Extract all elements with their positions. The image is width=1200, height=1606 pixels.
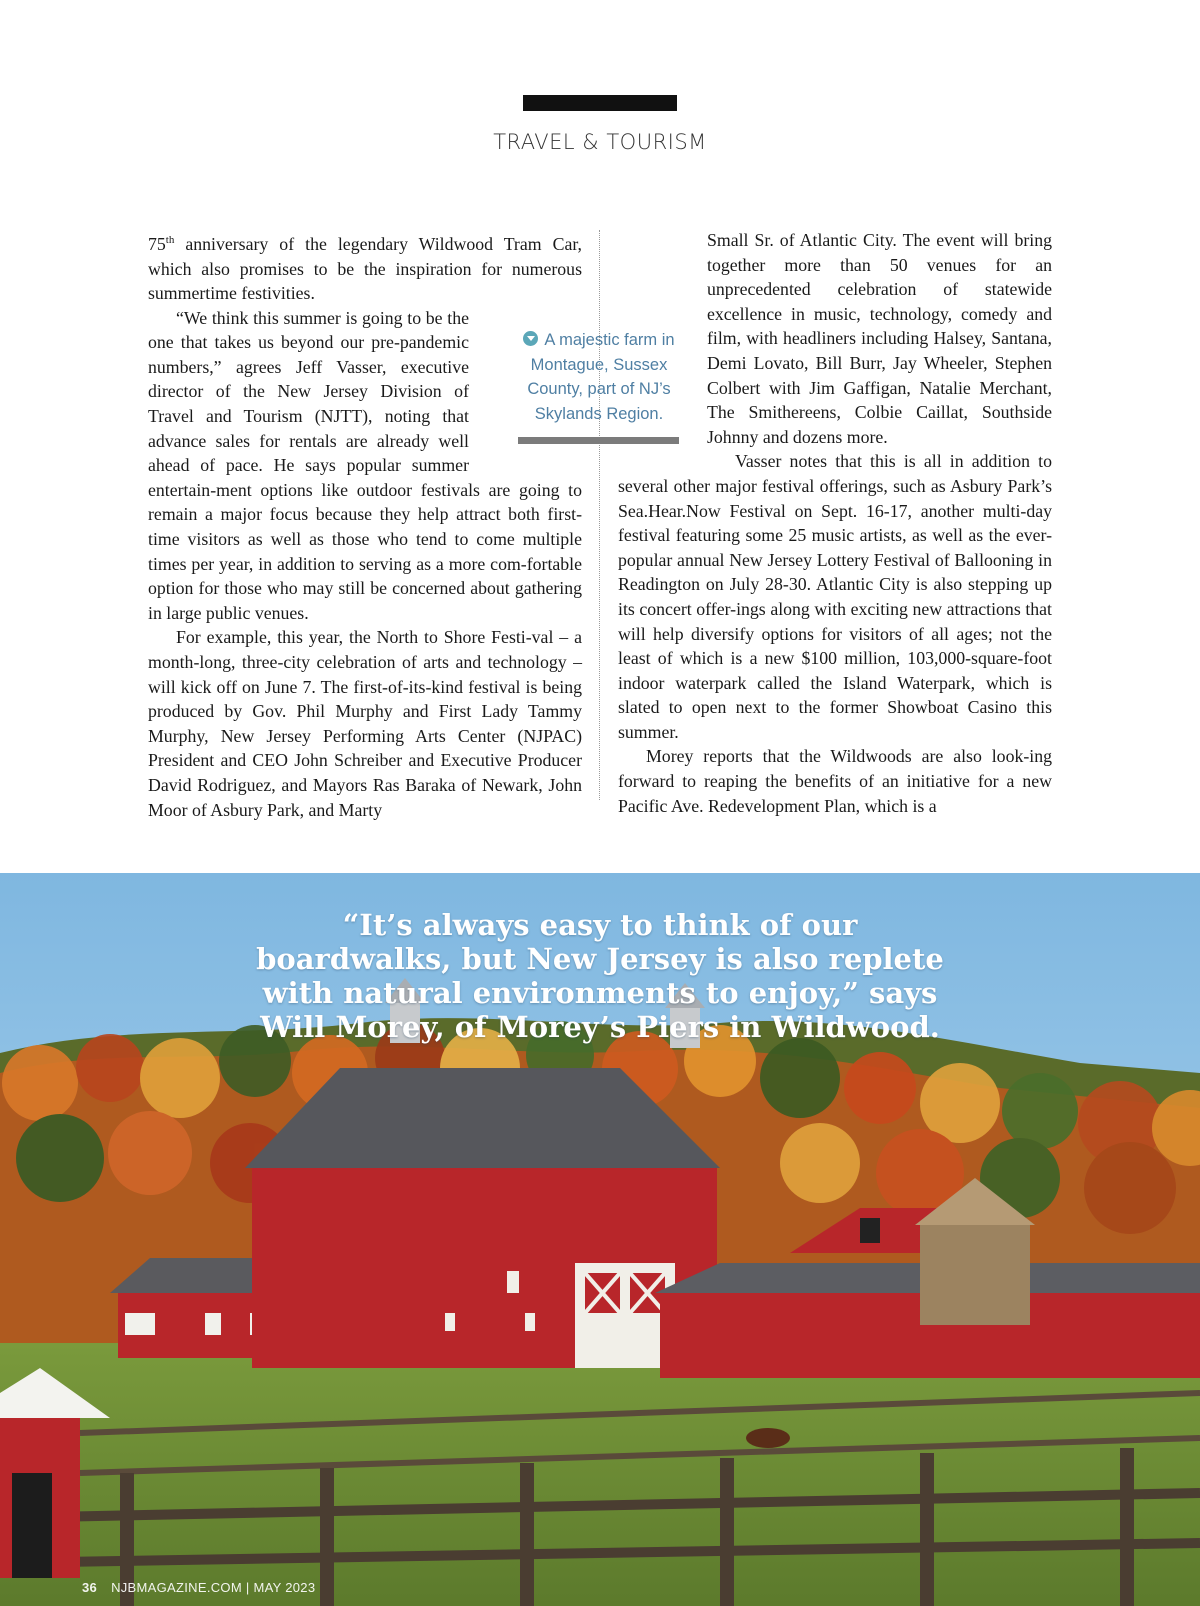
paragraph: Vasser notes that this is all in addition to several other major festival offerings, such as Asbury Park’s Sea.Hear.Now Festival on Sept. 16-17, another multi-day festival featuring some 25 music artists, as well as the ever-popular annual New Jersey Lottery Festival of Ballooning in Readington on July 28-30. Atlantic City is also stepping up its concert offer-ings along with exciting new attractions that will help diversify options for visitors of all ages; not the least of which is a new $100 million, 103,000-square-foot indoor waterpark called the Island Waterpark, which is slated to open next to the former Showboat Casino this summer. <box>618 451 1052 742</box>
publication-line: NJBMAGAZINE.COM | MAY 2023 <box>111 1580 316 1595</box>
article-column-left <box>148 228 582 822</box>
paragraph: “We think this summer is going to be the one that takes us beyond our pre-pandemic numbers,” agrees Jeff Vasser, executive director of the New Jersey Division of Travel and Tourism (NJTT), noting that advance sales for rentals are already well ahead of pace. He says popular summer entertain-ment options like outdoor festivals are going to remain a major focus because they help attract both first-time visitors as well as those who tend to come multiple times per year, in addition to serving as a more com-fortable option for those who may still be concerned about gathering in large public venues. <box>148 307 582 623</box>
page-number: 36 <box>82 1580 98 1595</box>
article-column-right <box>618 228 1052 818</box>
pull-quote: “It’s always easy to think of our boardwalks, but New Jersey is also replete with natural environments to enjoy,” says Will Morey, of Morey’s Piers in Wildwood. <box>256 908 944 1044</box>
paragraph: For example, this year, the North to Shore Festi-val – a month-long, three-city celebration of arts and technology – will kick off on June 7. The first-of-its-kind festival is being produced by Gov. Phil Murphy and First Lady Tammy Murphy, New Jersey Performing Arts Center (NJPAC) President and CEO John Schreiber and Executive Producer David Rodriguez, and Mayors Ras Baraka of Newark, John Moor of Asbury Park, and Marty <box>148 627 582 820</box>
caption-rule <box>518 437 679 444</box>
page-footer <box>82 1580 315 1595</box>
paragraph: Morey reports that the Wildwoods are also look-ing forward to reaping the benefits of an initiative for a new Pacific Ave. Redevelopment Plan, which is a <box>618 746 1052 816</box>
paragraph <box>148 228 582 306</box>
paragraph-text: anniversary of the legendary Wildwood Tram Car, which also promises to be the inspiration for numerous summertime festivities. <box>148 233 582 304</box>
column-divider <box>599 230 600 800</box>
paragraph: Small Sr. of Atlantic City. The event will bring together more than 50 venues for an unprecedented celebration of statewide excellence in music, technology, comedy and film, with headliners including Halsey, Santana, Demi Lovato, Bill Burr, Jay Wheeler, Stephen Colbert with Jim Gaffigan, Natalie Merchant, The Smithereens, Colbie Caillat, Southside Johnny and dozens more. <box>707 230 1052 447</box>
section-label: TRAVEL & TOURISM <box>493 130 707 154</box>
caption-text: A majestic farm in Montague, Sussex County, part of NJ’s Skylands Region. <box>527 331 675 423</box>
triangle-down-icon <box>523 331 538 346</box>
ordinal-number: 75 <box>148 233 166 254</box>
ordinal-suffix: th <box>165 234 175 246</box>
photo-caption <box>514 328 684 426</box>
section-rule <box>523 95 677 111</box>
